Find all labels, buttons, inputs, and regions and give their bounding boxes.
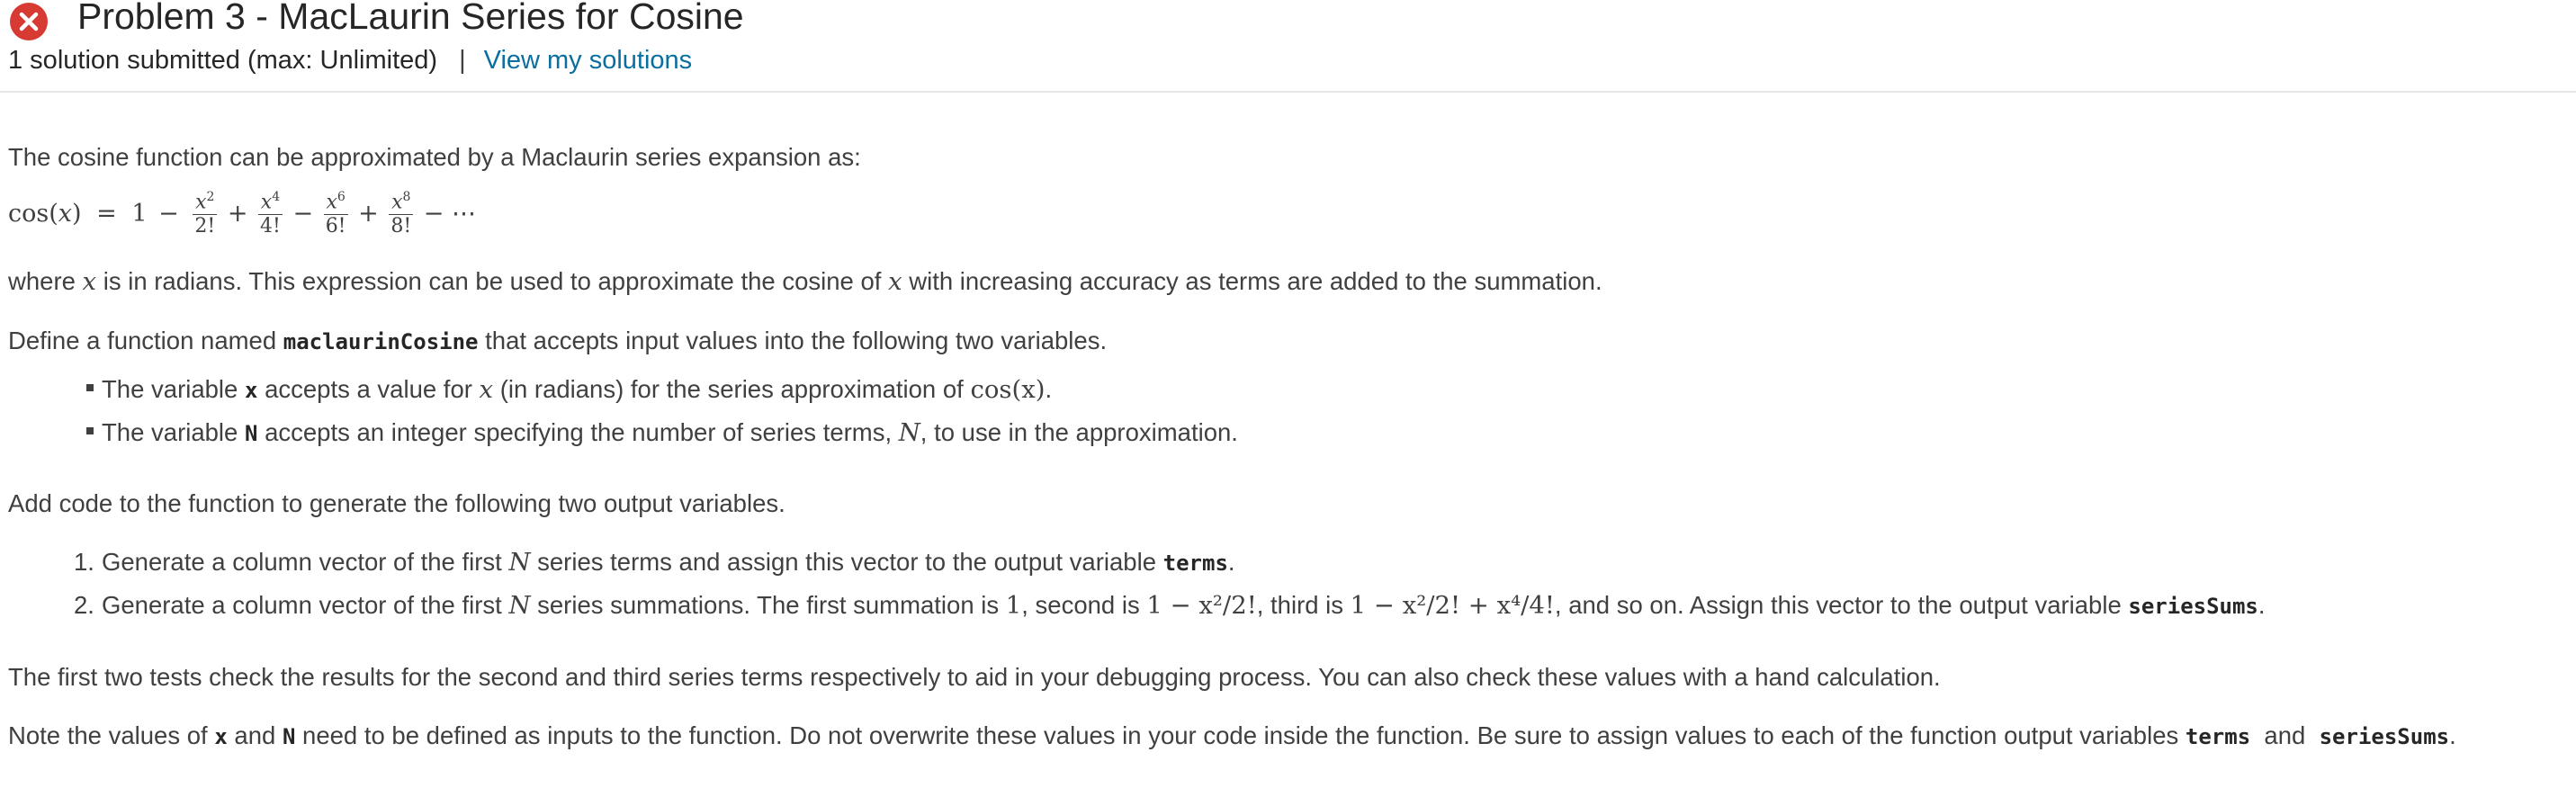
eq-ellipsis: ⋯ [452, 200, 476, 228]
define-text: Define a function named maclaurinCosine that accepts input values into the following two variables. [8, 326, 1108, 354]
eq-term-4: $\frac{x^8}{8!}$ [390, 190, 412, 237]
problem-title: Problem 3 - MacLaurin Series for Cosine [77, 0, 744, 37]
eq-x: x [58, 200, 73, 228]
tests-text: The first two tests check the results for the second and third series terms respectively to aid in your debugging process. You can also check these values with a hand calculation. [8, 663, 1941, 691]
eq-one: 1 [131, 200, 148, 228]
list-item: The variable x accepts a value for x (in radians) for the series approximation of cos(x). [102, 374, 2563, 405]
problem-header [0, 0, 2576, 93]
where-text: where x is in radians. This expression can be used to approximate the cosine of x with increasing accuracy as terms are added to the summation. [8, 267, 1602, 297]
eq-term-2: $\frac{x^4}{4!}$ [260, 190, 281, 237]
list-item: The variable N accepts an integer specifying the number of series terms, N, to use in the approximation. [102, 417, 2563, 448]
note-text: Note the values of x and N need to be defined as inputs to the function. Do not overwrite these values in your code inside the function. Be sure to assign values to each of the function output variables terms and seriesSums. [8, 721, 2456, 750]
maclaurin-equation: cos(x) = 1 − $\frac{x^2}{2!}$ + $\frac{x^4}{4!}$ − $\frac{x^6}{6!}$ + $\frac{x^8}{8!}$ − ⋯ [8, 190, 476, 237]
problem-description [8, 142, 2563, 752]
input-variables-list [8, 374, 2563, 448]
view-my-solutions-link[interactable]: View my solutions [483, 46, 693, 75]
submission-info [8, 45, 692, 76]
eq-cos: cos [8, 200, 49, 228]
add-code-text: Add code to the function to generate the following two output variables. [8, 488, 785, 517]
separator: | [459, 46, 466, 75]
list-item: 2. Generate a column vector of the first N series summations. The first summation is 1, second is 1 − x²/2!, third is 1 − x²/2! + x⁴/4!, and so on. Assign this vector to the output variable seriesSums. [74, 590, 2266, 620]
eq-term-1: $\frac{x^2}{2!}$ [194, 190, 216, 237]
output-variables-list [8, 547, 2563, 621]
error-x-circle-icon [10, 3, 48, 40]
intro-text: The cosine function can be approximated by a Maclaurin series expansion as: [8, 143, 861, 171]
function-name: maclaurinCosine [283, 328, 479, 354]
eq-term-3: $\frac{x^6}{6!}$ [325, 190, 346, 237]
submission-count: 1 solution submitted (max: Unlimited) [8, 46, 438, 75]
list-item: 1. Generate a column vector of the first N series terms and assign this vector to the output variable terms. [74, 548, 1235, 578]
